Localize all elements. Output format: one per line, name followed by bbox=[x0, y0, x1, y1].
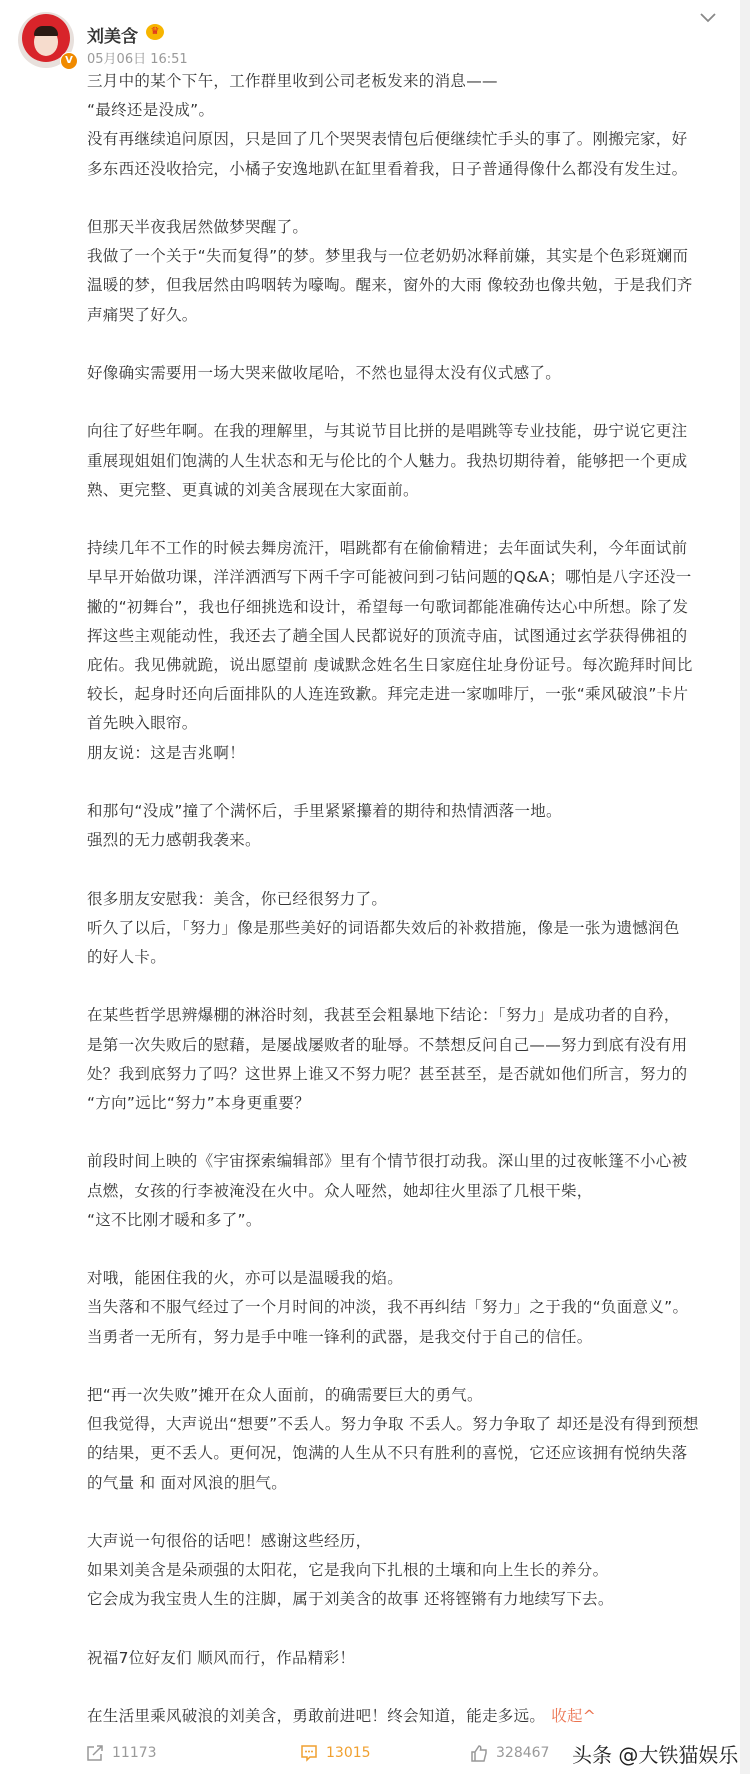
post-paragraph bbox=[87, 1001, 717, 1118]
post-paragraph bbox=[87, 1702, 717, 1731]
post-line bbox=[87, 593, 717, 622]
post-line-text: 它会成为我宝贵人生的注脚，属于刘美含的故事 还将铿锵有力地续写下去。 bbox=[87, 1590, 614, 1609]
repost-button[interactable] bbox=[86, 1744, 157, 1762]
post-paragraph bbox=[87, 1147, 717, 1235]
author-name[interactable]: 刘美含 bbox=[87, 27, 138, 47]
scrollbar[interactable] bbox=[740, 0, 750, 1774]
post-paragraph bbox=[87, 213, 717, 330]
post-line-text: 好像确实需要用一场大哭来做收尾哈，不然也显得太没有仪式感了。 bbox=[87, 364, 562, 382]
post-line-text: “这不比刚才暖和多了”。 bbox=[87, 1210, 262, 1229]
post-line bbox=[87, 1206, 717, 1235]
comment-icon bbox=[300, 1744, 318, 1762]
post-paragraph bbox=[87, 1644, 717, 1673]
post-line-text: 我做了一个关于“失而复得”的梦。梦里我与一位老奶奶冰释前嫌，其实是个色彩斑斓而 bbox=[87, 247, 689, 266]
post-line-text: 是第一次失败后的慰藉，是屡战屡败者的耻辱。不禁想反问自己——努力到底有没有用 bbox=[87, 1035, 688, 1054]
post-line bbox=[87, 1177, 717, 1206]
post-line-text: 的气量 和 面对风浪的胆气。 bbox=[87, 1473, 288, 1492]
post-line-text: 向往了好些年啊。在我的理解里，与其说节目比拼的是唱跳等专业技能，毋宁说它更注 bbox=[87, 422, 688, 441]
post-line-text: 持续几年不工作的时候去舞房流汗，唱跳都有在偷偷精进；去年面试失利，今年面试前 bbox=[87, 539, 688, 558]
post-line-text: 点燃，女孩的行李被淹没在火中。众人哑然，她却往火里添了几根干柴， bbox=[87, 1181, 593, 1200]
like-button[interactable] bbox=[470, 1744, 549, 1762]
post-line-text: 早早开始做功课，洋洋洒洒写下两千字可能被问到刁钻问题的Q&A；哪怕是八字还没一 bbox=[87, 568, 692, 587]
post-line-text: 祝福7位好友们 顺风而行，作品精彩！ bbox=[87, 1648, 356, 1667]
post-line-text: 和那句“没成”撞了个满怀后，手里紧紧攥着的期待和热情洒落一地。 bbox=[87, 802, 562, 820]
post-line-text: 多东西还没收拾完，小橘子安逸地趴在缸里看着我，日子普通得像什么都没有发生过。 bbox=[87, 159, 688, 178]
crown-badge-icon: ♛ bbox=[146, 24, 164, 40]
post-line bbox=[87, 622, 717, 651]
post-line-text: 的好人卡。 bbox=[87, 948, 167, 966]
post-line bbox=[87, 563, 717, 592]
post-line bbox=[87, 96, 717, 125]
post-line-text: 声痛哭了好久。 bbox=[87, 305, 198, 324]
post-line bbox=[87, 1293, 717, 1322]
post-line-text: 重展现姐姐们饱满的人生状态和无与伦比的个人魅力。我热切期待着，能够把一个更成 bbox=[87, 451, 688, 470]
post-line bbox=[87, 447, 717, 476]
like-count: 328467 bbox=[496, 1745, 550, 1761]
post-line-text: 如果刘美含是朵顽强的太阳花，它是我向下扎根的土壤和向上生长的养分。 bbox=[87, 1561, 609, 1580]
post-line bbox=[87, 1001, 717, 1030]
post-paragraph bbox=[87, 885, 717, 973]
like-icon bbox=[470, 1744, 488, 1762]
post-line bbox=[87, 914, 717, 943]
post-line bbox=[87, 476, 717, 505]
post-line-text: 三月中的某个下午，工作群里收到公司老板发来的消息—— bbox=[87, 72, 498, 90]
post-line bbox=[87, 155, 717, 184]
post-line-text: 当勇者一无所有，努力是手中唯一锋利的武器，是我交付于自己的信任。 bbox=[87, 1327, 593, 1346]
post-line bbox=[87, 417, 717, 446]
post-line-text: 庇佑。我见佛就跪，说出愿望前 虔诚默念姓名生日家庭住址身份证号。每次跪拜时间比 bbox=[87, 656, 693, 674]
post-line-text: 挥这些主观能动性，我还去了趟全国人民都说好的顶流寺庙，试图通过玄学获得佛祖的 bbox=[87, 626, 688, 645]
post-line-text: 在某些哲学思辨爆棚的淋浴时刻，我甚至会粗暴地下结论：「努力」是成功者的自矜， bbox=[87, 1006, 680, 1025]
post-line-text: 对哦，能困住我的火，亦可以是温暖我的焰。 bbox=[87, 1269, 404, 1288]
post-line bbox=[87, 1527, 717, 1556]
post-line-text: 处？我到底努力了吗？这世界上谁又不努力呢？甚至甚至，是否就如他们所言，努力的 bbox=[87, 1064, 688, 1083]
post-line bbox=[87, 67, 717, 96]
post-line-text: 当失落和不服气经过了一个月时间的冲淡，我不再纠结「努力」之于我的“负面意义”。 bbox=[87, 1298, 689, 1317]
chevron-down-icon[interactable] bbox=[698, 8, 718, 28]
post-body bbox=[87, 67, 717, 1731]
post-line bbox=[87, 680, 717, 709]
repost-count: 11173 bbox=[112, 1745, 157, 1761]
post-line bbox=[87, 213, 717, 242]
post-line bbox=[87, 1060, 717, 1089]
post-line bbox=[87, 1089, 717, 1118]
post-line bbox=[87, 1556, 717, 1585]
post-paragraph bbox=[87, 1527, 717, 1615]
verified-badge-icon: V bbox=[60, 52, 78, 70]
post-line-text: 很多朋友安慰我：美含，你已经很努力了。 bbox=[87, 889, 388, 908]
post-paragraph bbox=[87, 1381, 717, 1498]
post-line bbox=[87, 709, 717, 738]
post-line bbox=[87, 534, 717, 563]
post-line-text: 温暖的梦，但我居然由呜咽转为嚎啕。醒来，窗外的大雨 像较劲也像共勉，于是我们齐 bbox=[87, 276, 693, 295]
post-line bbox=[87, 797, 717, 826]
post-line bbox=[87, 1031, 717, 1060]
post-line-text: 但那天半夜我居然做梦哭醒了。 bbox=[87, 218, 309, 236]
post-line-text: 听久了以后，「努力」像是那些美好的词语都失效后的补救措施，像是一张为遗憾润色 bbox=[87, 918, 680, 937]
avatar-hair bbox=[34, 26, 58, 36]
post-line bbox=[87, 739, 717, 768]
post-line-text: 撇的“初舞台”，我也仔细挑选和设计，希望每一句歌词都能准确传达心中所想。除了发 bbox=[87, 597, 689, 616]
post-line bbox=[87, 1264, 717, 1293]
post-line bbox=[87, 1410, 717, 1439]
post-line bbox=[87, 1323, 717, 1352]
comment-button[interactable] bbox=[300, 1744, 371, 1762]
post-line bbox=[87, 125, 717, 154]
post-line bbox=[87, 1702, 717, 1731]
post-paragraph bbox=[87, 534, 717, 768]
post-line bbox=[87, 651, 717, 680]
post-line bbox=[87, 943, 717, 972]
post-line-text: 较长，起身时还向后面排队的人连连致歉。拜完走进一家咖啡厅，一张“乘风破浪”卡片 bbox=[87, 685, 689, 704]
post-line-text: 前段时间上映的《宇宙探索编辑部》里有个情节很打动我。深山里的过夜帐篷不小心被 bbox=[87, 1152, 688, 1171]
post-line-text: 的结果，更不丢人。更何况，饱满的人生从不只有胜利的喜悦，它还应该拥有悦纳失落 bbox=[87, 1444, 688, 1463]
post-paragraph bbox=[87, 359, 717, 388]
post-line-text: 没有再继续追问原因，只是回了几个哭哭表情包后便继续忙手头的事了。刚搬完家，好 bbox=[87, 130, 688, 149]
post-line-text: 强烈的无力感朝我袭来。 bbox=[87, 831, 261, 850]
repost-icon bbox=[86, 1744, 104, 1762]
post-line-text: 但我觉得，大声说出“想要”不丢人。努力争取 不丢人。努力争取了 却还是没有得到预想 bbox=[87, 1415, 699, 1434]
post-line-text: 首先映入眼帘。 bbox=[87, 714, 198, 733]
post-paragraph bbox=[87, 417, 717, 505]
post-line bbox=[87, 1585, 717, 1614]
post-line bbox=[87, 359, 717, 388]
collapse-link[interactable]: 收起^ bbox=[551, 1707, 597, 1726]
comment-count: 13015 bbox=[326, 1745, 371, 1761]
post-line bbox=[87, 1439, 717, 1468]
post-line bbox=[87, 826, 717, 855]
post-line bbox=[87, 271, 717, 300]
post-line-text: “方向”远比“努力”本身更重要？ bbox=[87, 1094, 310, 1112]
post-line-text: 朋友说：这是吉兆啊！ bbox=[87, 743, 246, 762]
post-line bbox=[87, 1469, 717, 1498]
post-line-text: 把“再一次失败”摊开在众人面前，的确需要巨大的勇气。 bbox=[87, 1385, 483, 1404]
post-line-text: 熟、更完整、更真诚的刘美含展现在大家面前。 bbox=[87, 480, 419, 499]
post-line-text: 在生活里乘风破浪的刘美含，勇敢前进吧！终会知道，能走多远。 bbox=[87, 1707, 546, 1726]
post-line bbox=[87, 1644, 717, 1673]
post-time[interactable]: 05月06日 16:51 bbox=[87, 52, 188, 67]
post-line bbox=[87, 301, 717, 330]
watermark: 头条 @大铁猫娱乐 bbox=[572, 1743, 739, 1767]
post-line bbox=[87, 885, 717, 914]
post-line bbox=[87, 1147, 717, 1176]
post-line-text: 大声说一句很俗的话吧！感谢这些经历， bbox=[87, 1531, 372, 1550]
post-line bbox=[87, 1381, 717, 1410]
post-line-text: “最终还是没成”。 bbox=[87, 101, 215, 120]
post-paragraph bbox=[87, 797, 717, 855]
post-line bbox=[87, 242, 717, 271]
post-paragraph bbox=[87, 67, 717, 184]
post-paragraph bbox=[87, 1264, 717, 1352]
